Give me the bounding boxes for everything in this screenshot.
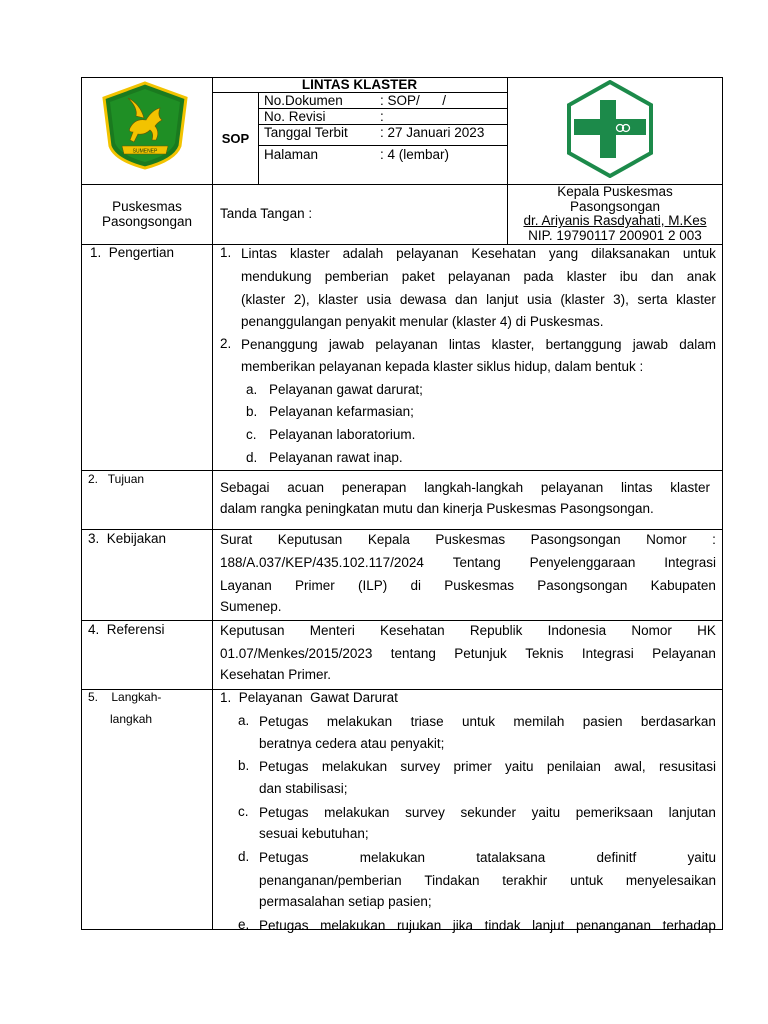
kebijakan-line: Surat Keputusan Kepala Puskesmas Pasongsongan Nomor :	[220, 532, 716, 547]
pengertian-item1-line: mendukung pemberian paket pelayanan pada klaster ibu dan anak	[241, 269, 716, 284]
svg-text:SUMENEP: SUMENEP	[132, 148, 158, 155]
kebijakan-label: 3. Kebijakan	[88, 531, 167, 546]
referensi-line: Kesehatan Primer.	[220, 667, 332, 682]
head-title-line1: Kepala Puskesmas	[557, 184, 673, 199]
langkah-label-line2: langkah	[110, 712, 153, 726]
tujuan-line: dalam rangka peningkatan mutu dan kinerja Puskesmas Pasongsongan.	[220, 501, 654, 516]
langkah-label-line1: 5. Langkah-	[88, 690, 162, 704]
tujuan-line: Sebagai acuan penerapan langkah-langkah pelayanan lintas klaster	[220, 480, 710, 495]
head-nip: NIP. 19790117 200901 2 003	[528, 228, 702, 243]
subitem-text: Pelayanan rawat inap.	[269, 450, 403, 465]
subitem-mark: a.	[246, 382, 258, 397]
subitem-mark: c.	[246, 427, 257, 442]
langkah-subitem-line: penanganan/pemberian Tindakan terakhir untuk menyelesaikan	[259, 873, 716, 888]
langkah-subitem-line: permasalahan setiap pasien;	[259, 894, 432, 909]
langkah-subitem-line: Petugas melakukan survey primer yaitu penilaian awal, resusitasi	[259, 759, 716, 774]
langkah-subitem-mark: d.	[238, 849, 250, 864]
referensi-line: 01.07/Menkes/2015/2023 tentang Petunjuk Teknis Integrasi Pelayanan	[220, 646, 716, 661]
pengertian-item1-number: 1.	[220, 245, 232, 260]
pengertian-item2-number: 2.	[220, 336, 232, 351]
halaman-value: : 4 (lembar)	[380, 147, 450, 162]
langkah-subitem-line: Petugas melakukan rujukan jika tindak lanjut penanganan terhadap	[259, 918, 716, 933]
subitem-text: Pelayanan gawat darurat;	[269, 382, 423, 397]
pengertian-item2-line: Penanggung jawab pelayanan lintas klaster, bertanggung jawab dalam	[241, 337, 716, 352]
signature-label: Tanda Tangan :	[220, 206, 313, 221]
tanggal-terbit-value: : 27 Januari 2023	[380, 125, 485, 140]
no-dokumen-label: No.Dokumen	[264, 93, 343, 108]
pengertian-item1-line: Lintas klaster adalah pelayanan Kesehatan yang dilaksanakan untuk	[241, 246, 716, 261]
langkah-subitem-mark: a.	[238, 713, 250, 728]
org-name-line1: Puskesmas	[112, 199, 182, 214]
pengertian-item2-line: memberikan pelayanan kepada klaster siklus hidup, dalam bentuk :	[241, 359, 644, 374]
tujuan-label: 2. Tujuan	[88, 472, 145, 486]
puskesmas-logo	[561, 80, 659, 178]
head-name: dr. Ariyanis Rasdyahati, M.Kes	[523, 213, 707, 228]
org-name-line2: Pasongsongan	[101, 214, 193, 229]
no-revisi-label: No. Revisi	[264, 109, 326, 124]
langkah-subitem-line: dan stabilisasi;	[259, 781, 348, 796]
langkah-subitem-mark: b.	[238, 758, 250, 773]
langkah-subitem-line: beratnya cedera atau penyakit;	[259, 736, 445, 751]
pengertian-item1-line: penanggulangan penyakit menular (klaster 4) di Puskesmas.	[241, 314, 604, 329]
kebijakan-line: Layanan Primer (ILP) di Puskesmas Pasongsongan Kabupaten	[220, 578, 716, 593]
pengertian-item1-line: (klaster 2), klaster usia dewasa dan lanjut usia (klaster 3), serta klaster	[241, 292, 716, 307]
pengertian-label: 1. Pengertian	[90, 245, 175, 260]
head-title-line2: Pasongsongan	[569, 199, 661, 214]
sop-label: SOP	[221, 131, 250, 146]
subitem-mark: b.	[246, 404, 258, 419]
document-title: LINTAS KLASTER	[301, 77, 418, 92]
kebijakan-line: Sumenep.	[220, 599, 282, 614]
referensi-line: Keputusan Menteri Kesehatan Republik Indonesia Nomor HK	[220, 623, 716, 638]
subitem-mark: d.	[246, 450, 258, 465]
subitem-text: Pelayanan kefarmasian;	[269, 404, 414, 419]
no-dokumen-value: : SOP/ /	[380, 93, 447, 108]
langkah-subitem-mark: c.	[238, 804, 249, 819]
sumenep-logo	[100, 80, 190, 172]
no-revisi-value: :	[380, 109, 384, 124]
langkah-subitem-line: sesuai kebutuhan;	[259, 826, 369, 841]
langkah-subitem-line: Petugas melakukan survey sekunder yaitu pemeriksaan lanjutan	[259, 805, 716, 820]
tanggal-terbit-label: Tanggal Terbit	[264, 125, 348, 140]
halaman-label: Halaman	[264, 147, 319, 162]
langkah-subitem-line: Petugas melakukan tatalaksana definitf yaitu	[259, 850, 716, 865]
referensi-label: 4. Referensi	[88, 622, 165, 637]
langkah-subitem-mark: e.	[238, 917, 250, 932]
subitem-text: Pelayanan laboratorium.	[269, 427, 416, 442]
langkah-item1: 1. Pelayanan Gawat Darurat	[220, 690, 398, 705]
langkah-subitem-line: Petugas melakukan triase untuk memilah pasien berdasarkan	[259, 714, 716, 729]
kebijakan-line: 188/A.037/KEP/435.102.117/2024 Tentang Penyelenggaraan Integrasi	[220, 555, 716, 570]
